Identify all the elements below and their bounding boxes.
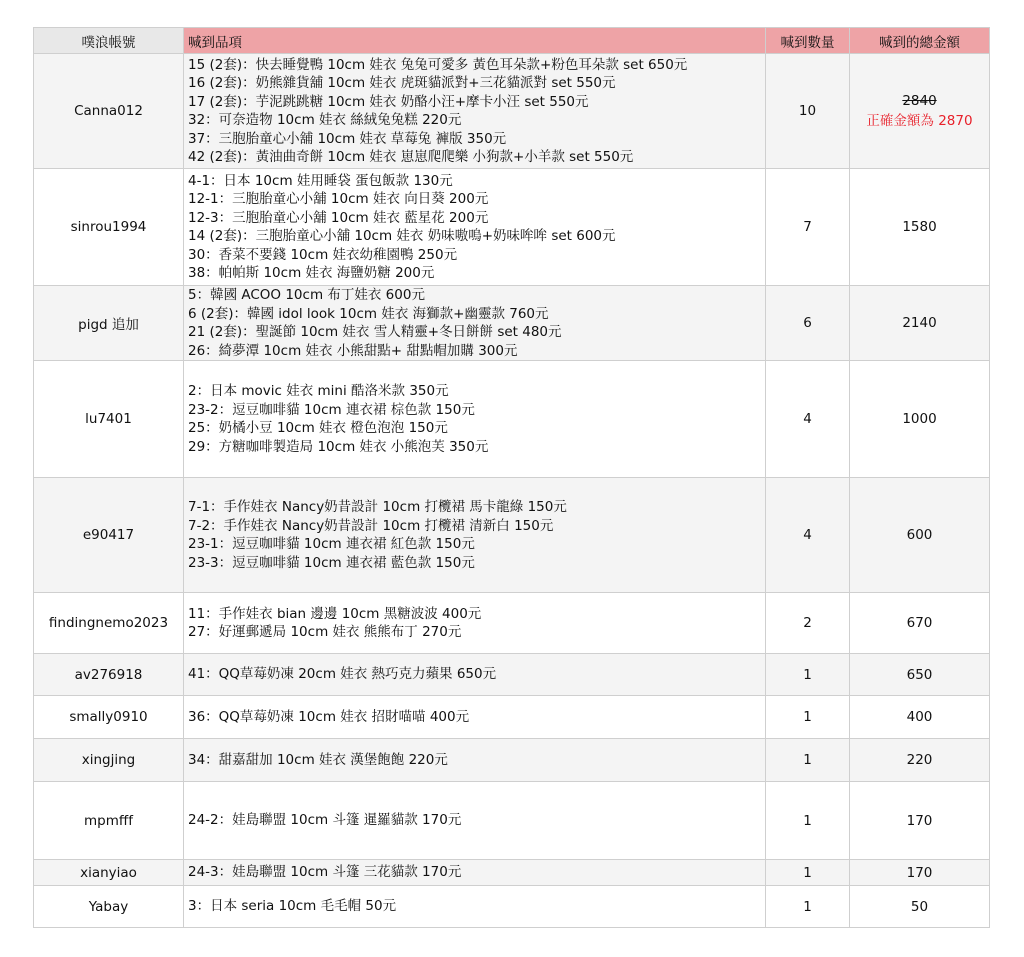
cell-account: mpmfff (34, 782, 184, 860)
table-row (34, 860, 990, 886)
cell-account: av276918 (34, 654, 184, 696)
cell-quantity: 7 (766, 169, 850, 286)
cell-total: 600 (850, 478, 990, 593)
cell-quantity: 1 (766, 782, 850, 860)
cell-total: 170 (850, 860, 990, 886)
table-row (34, 169, 990, 286)
item-line: 27：好運郵遞局 10cm 娃衣 熊熊布丁 270元 (188, 624, 462, 640)
header-quantity: 喊到數量 (766, 28, 850, 54)
cell-items (184, 739, 766, 782)
cell-total: 650 (850, 654, 990, 696)
cell-items (184, 286, 766, 361)
cell-account: lu7401 (34, 361, 184, 478)
original-total: 2840 (902, 93, 937, 109)
item-line: 30：香菜不要錢 10cm 娃衣幼稚園鴨 250元 (188, 246, 458, 263)
table-row (34, 696, 990, 739)
table-row (34, 286, 990, 361)
cell-quantity: 4 (766, 361, 850, 478)
cell-total: 220 (850, 739, 990, 782)
cell-account: Yabay (34, 886, 184, 928)
cell-total: 50 (850, 886, 990, 928)
cell-account: sinrou1994 (34, 169, 184, 286)
item-line: 21 (2套)：聖誕節 10cm 娃衣 雪人精靈+冬日餅餅 set 480元 (188, 324, 562, 340)
table-row (34, 886, 990, 928)
order-sheet (33, 27, 990, 928)
header-items: 喊到品項 (184, 28, 766, 54)
cell-quantity: 10 (766, 54, 850, 169)
cell-account: xingjing (34, 739, 184, 782)
corrected-total-note: 正確金額為 2870 (866, 113, 973, 129)
item-line: 41：QQ草莓奶凍 20cm 娃衣 熱巧克力蘋果 650元 (188, 666, 497, 683)
item-line: 36：QQ草莓奶凍 10cm 娃衣 招財喵喵 400元 (188, 708, 470, 725)
cell-total: 1000 (850, 361, 990, 478)
item-line: 16 (2套)：奶熊雜貨舖 10cm 娃衣 虎斑貓派對+三花貓派對 set 550元 (188, 75, 616, 91)
cell-total: 670 (850, 593, 990, 654)
item-line: 25：奶橘小豆 10cm 娃衣 橙色泡泡 150元 (188, 420, 448, 436)
item-line: 15 (2套)：快去睡覺鴨 10cm 娃衣 兔兔可愛多 黃色耳朵款+粉色耳朵款 set 650元 (188, 56, 688, 73)
cell-account: e90417 (34, 478, 184, 593)
item-line: 2：日本 movic 娃衣 mini 酷洛米款 350元 (188, 383, 449, 399)
item-line: 26：綺夢潭 10cm 娃衣 小熊甜點+ 甜點帽加購 300元 (188, 342, 518, 359)
item-line: 17 (2套)：芋泥跳跳糖 10cm 娃衣 奶酪小汪+摩卡小汪 set 550元 (188, 93, 589, 110)
cell-quantity: 2 (766, 593, 850, 654)
cell-items (184, 696, 766, 739)
cell-items (184, 654, 766, 696)
item-line: 3：日本 seria 10cm 毛毛帽 50元 (188, 898, 397, 915)
cell-items (184, 782, 766, 860)
item-line: 32：可奈造物 10cm 娃衣 絲絨兔兔糕 220元 (188, 112, 462, 128)
cell-total: 1580 (850, 169, 990, 286)
cell-total (850, 54, 990, 169)
table-row (34, 361, 990, 478)
cell-items (184, 860, 766, 886)
item-line: 7-2：手作娃衣 Nancy奶昔設計 10cm 打欖裙 清新白 150元 (188, 517, 554, 534)
cell-quantity: 1 (766, 696, 850, 739)
table-header-row (34, 28, 990, 54)
cell-items (184, 361, 766, 478)
item-line: 14 (2套)：三胞胎童心小舖 10cm 娃衣 奶味嗷嗚+奶味哞哞 set 600元 (188, 228, 616, 244)
cell-total: 2140 (850, 286, 990, 361)
cell-account: smally0910 (34, 696, 184, 739)
cell-account: xianyiao (34, 860, 184, 886)
item-line: 29：方糖咖啡製造局 10cm 娃衣 小熊泡芙 350元 (188, 438, 489, 455)
item-line: 12-1：三胞胎童心小舖 10cm 娃衣 向日葵 200元 (188, 191, 489, 207)
item-line: 23-2：逗豆咖啡貓 10cm 連衣裙 棕色款 150元 (188, 401, 475, 418)
cell-quantity: 4 (766, 478, 850, 593)
header-total: 喊到的總金額 (850, 28, 990, 54)
table-row (34, 739, 990, 782)
order-table (33, 27, 990, 928)
cell-total: 170 (850, 782, 990, 860)
table-row (34, 54, 990, 169)
table-body (34, 54, 990, 928)
cell-quantity: 1 (766, 886, 850, 928)
item-line: 23-3：逗豆咖啡貓 10cm 連衣裙 藍色款 150元 (188, 554, 475, 571)
cell-items (184, 54, 766, 169)
table-row (34, 478, 990, 593)
cell-total: 400 (850, 696, 990, 739)
cell-items (184, 169, 766, 286)
cell-quantity: 1 (766, 860, 850, 886)
item-line: 4-1：日本 10cm 娃用睡袋 蛋包飯款 130元 (188, 172, 453, 189)
table-row (34, 654, 990, 696)
cell-account: Canna012 (34, 54, 184, 169)
item-line: 24-3：娃島聯盟 10cm 斗篷 三花貓款 170元 (188, 864, 462, 881)
cell-account: pigd 追加 (34, 286, 184, 361)
item-line: 42 (2套)：黃油曲奇餅 10cm 娃衣 崽崽爬爬樂 小狗款+小羊款 set 550元 (188, 149, 634, 165)
item-line: 5：韓國 ACOO 10cm 布丁娃衣 600元 (188, 287, 425, 303)
item-line: 11：手作娃衣 bian 邊邊 10cm 黑糖波波 400元 (188, 605, 482, 622)
item-line: 24-2：娃島聯盟 10cm 斗篷 暹羅貓款 170元 (188, 812, 462, 829)
item-line: 38：帕帕斯 10cm 娃衣 海鹽奶糖 200元 (188, 265, 435, 281)
header-account: 噗浪帳號 (34, 28, 184, 54)
cell-quantity: 6 (766, 286, 850, 361)
cell-quantity: 1 (766, 739, 850, 782)
item-line: 37：三胞胎童心小舖 10cm 娃衣 草莓兔 褲版 350元 (188, 130, 507, 147)
cell-quantity: 1 (766, 654, 850, 696)
item-line: 7-1：手作娃衣 Nancy奶昔設計 10cm 打欖裙 馬卡龍綠 150元 (188, 499, 567, 515)
item-line: 12-3：三胞胎童心小舖 10cm 娃衣 藍星花 200元 (188, 209, 489, 226)
table-row (34, 593, 990, 654)
item-line: 23-1：逗豆咖啡貓 10cm 連衣裙 紅色款 150元 (188, 536, 475, 552)
item-line: 34：甜嘉甜加 10cm 娃衣 漢堡飽飽 220元 (188, 751, 448, 768)
table-row (34, 782, 990, 860)
cell-items (184, 593, 766, 654)
item-line: 6 (2套)：韓國 idol look 10cm 娃衣 海獅款+幽靈款 760元 (188, 305, 549, 322)
cell-items (184, 886, 766, 928)
cell-items (184, 478, 766, 593)
cell-account: findingnemo2023 (34, 593, 184, 654)
